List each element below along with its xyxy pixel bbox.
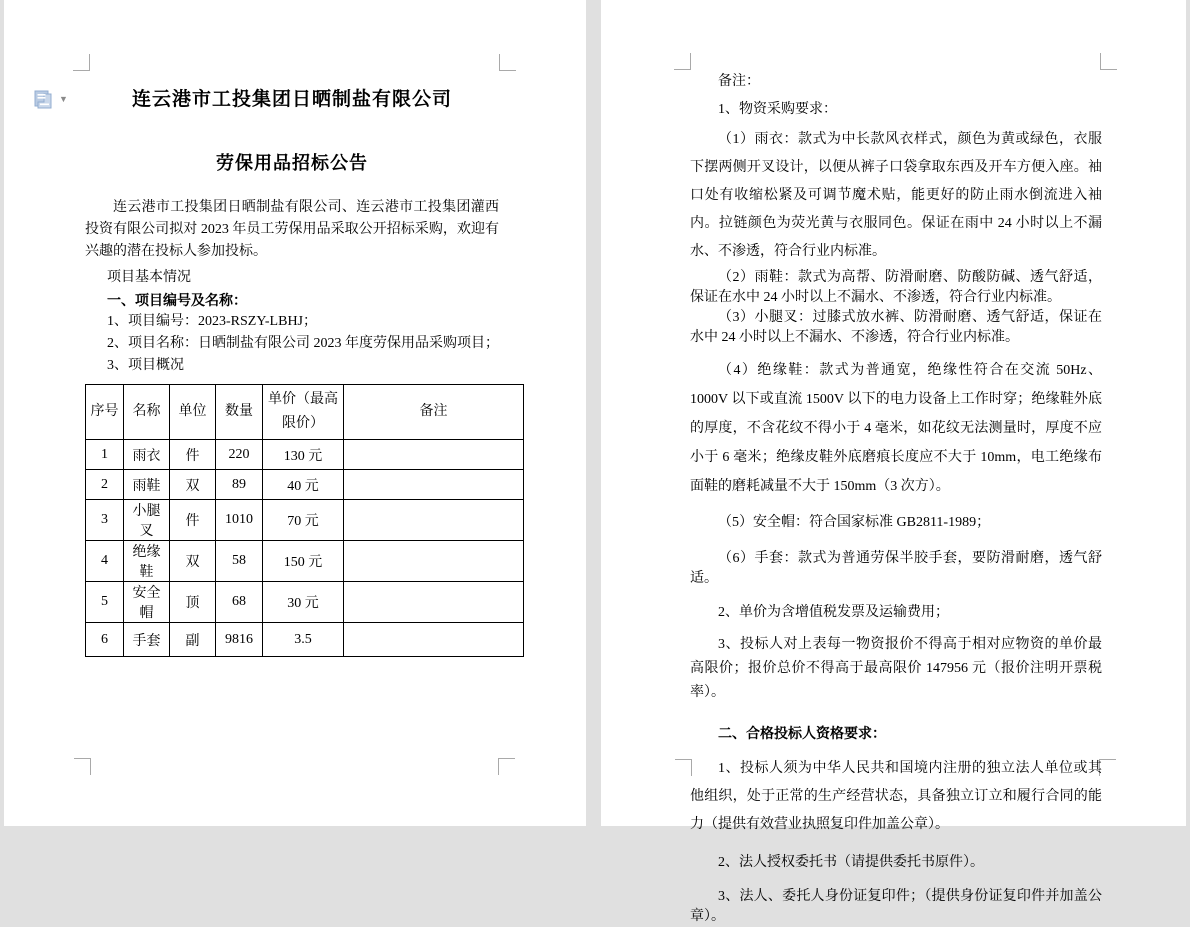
qualification-heading: 二、合格投标人资格要求： bbox=[718, 725, 886, 741]
cell-name: 手套 bbox=[124, 623, 170, 657]
table-header-row bbox=[86, 385, 524, 440]
para-power-of-attorney: 2、法人授权委托书（请提供委托书原件）。 bbox=[718, 855, 984, 870]
cell-price: 70 元 bbox=[263, 500, 344, 541]
para-safety-helmet: （5）安全帽：符合国家标准 GB2811-1989； bbox=[718, 515, 991, 530]
cell-quantity: 68 bbox=[216, 582, 263, 623]
cell-remark bbox=[344, 470, 524, 500]
para-bidder-qualification: 1、投标人须为中华人民共和国境内注册的独立法人单位或其他组织，处于正常的生产经营状态，具备独立订立和履行合同的能力（提供有效营业执照复印件加盖公章）。 bbox=[690, 761, 1102, 832]
cell-quantity: 1010 bbox=[216, 500, 263, 541]
page-2 bbox=[601, 0, 1186, 924]
table-row bbox=[86, 623, 524, 657]
cell-unit: 双 bbox=[170, 470, 216, 500]
items-table bbox=[85, 384, 524, 657]
para-gloves: （6）手套：款式为普通劳保半胶手套，要防滑耐磨，透气舒适。 bbox=[690, 551, 1102, 586]
table-row bbox=[86, 470, 524, 500]
paste-options-widget[interactable] bbox=[34, 90, 68, 109]
para-price-limit-note: 3、投标人对上表每一物资报价不得高于相对应物资的单价最高限价；报价总价不得高于最高限价 147956 元（报价注明开票税率）。 bbox=[690, 637, 1102, 700]
cell-name: 雨鞋 bbox=[124, 470, 170, 500]
paste-options-icon[interactable] bbox=[34, 90, 53, 109]
para-waders: （3）小腿叉：过膝式放水裤、防滑耐磨、透气舒适，保证在水中 24 小时以上不漏水、不渗透，符合行业内标准。 bbox=[690, 310, 1102, 345]
cell-remark bbox=[344, 582, 524, 623]
cell-index: 4 bbox=[86, 541, 124, 582]
cell-name: 安全帽 bbox=[124, 582, 170, 623]
cell-name: 小腿叉 bbox=[124, 500, 170, 541]
cell-price: 40 元 bbox=[263, 470, 344, 500]
cell-price: 30 元 bbox=[263, 582, 344, 623]
cell-remark bbox=[344, 623, 524, 657]
table-row bbox=[86, 541, 524, 582]
list-item: 2、项目名称：日晒制盐有限公司 2023 年度劳保用品采购项目； bbox=[107, 336, 499, 351]
margin-mark-top-left-icon bbox=[73, 54, 90, 71]
cell-unit: 件 bbox=[170, 500, 216, 541]
cell-quantity: 9816 bbox=[216, 623, 263, 657]
cell-index: 1 bbox=[86, 440, 124, 470]
list-item: 1、项目编号：2023-RSZY-LBHJ； bbox=[107, 314, 318, 329]
para-raincoat: （1）雨衣：款式为中长款风衣样式，颜色为黄或绿色，衣服下摆两侧开叉设计，以便从裤子口袋拿取东西及开车方便入座。袖口处有收缩松紧及可调节魔术贴，能更好的防止雨水倒流进入袖内。拉链颜色为荧光黄与衣服同色。保证在雨中 24 小时以上不漏水、不渗透，符合行业内标准。 bbox=[690, 132, 1102, 259]
col-header-quantity: 数量 bbox=[216, 385, 263, 440]
cell-remark bbox=[344, 500, 524, 541]
cell-name: 雨衣 bbox=[124, 440, 170, 470]
page-1 bbox=[4, 0, 586, 826]
cell-quantity: 89 bbox=[216, 470, 263, 500]
document-subtitle: 劳保用品招标公告 bbox=[216, 153, 368, 173]
margin-mark-top-left-icon bbox=[674, 53, 691, 70]
cell-index: 3 bbox=[86, 500, 124, 541]
table-row bbox=[86, 440, 524, 470]
cell-unit: 副 bbox=[170, 623, 216, 657]
col-header-name: 名称 bbox=[124, 385, 170, 440]
procurement-req-heading: 1、物资采购要求： bbox=[718, 102, 837, 117]
cell-unit: 顶 bbox=[170, 582, 216, 623]
cell-unit: 件 bbox=[170, 440, 216, 470]
col-header-price: 单价（最高限价） bbox=[263, 385, 344, 440]
para-rainboots: （2）雨鞋：款式为高帮、防滑耐磨、防酸防碱、透气舒适，保证在水中 24 小时以上不漏水、不渗透，符合行业内标准。 bbox=[690, 270, 1102, 305]
para-unit-price-note: 2、单价为含增值税发票及运输费用； bbox=[718, 605, 949, 620]
section-heading: 项目基本情况 bbox=[107, 270, 191, 285]
col-header-index: 序号 bbox=[86, 385, 124, 440]
cell-unit: 双 bbox=[170, 541, 216, 582]
cell-remark bbox=[344, 541, 524, 582]
page-1-content bbox=[85, 84, 499, 657]
margin-mark-top-right-icon bbox=[499, 54, 516, 71]
page-2-content bbox=[690, 68, 1102, 927]
cell-index: 5 bbox=[86, 582, 124, 623]
para-id-copies: 3、法人、委托人身份证复印件；（提供身份证复印件并加盖公章）。 bbox=[690, 889, 1102, 924]
margin-mark-bottom-left-icon bbox=[74, 758, 91, 775]
subsection-heading: 一、项目编号及名称： bbox=[107, 292, 247, 308]
margin-mark-top-right-icon bbox=[1100, 53, 1117, 70]
table-row bbox=[86, 500, 524, 541]
table-row bbox=[86, 582, 524, 623]
col-header-remark: 备注 bbox=[344, 385, 524, 440]
cell-remark bbox=[344, 440, 524, 470]
cell-quantity: 58 bbox=[216, 541, 263, 582]
dropdown-arrow-icon[interactable]: ▼ bbox=[59, 94, 68, 104]
margin-mark-bottom-right-icon bbox=[498, 758, 515, 775]
cell-quantity: 220 bbox=[216, 440, 263, 470]
col-header-unit: 单位 bbox=[170, 385, 216, 440]
document-title: 连云港市工投集团日晒制盐有限公司 bbox=[131, 89, 452, 110]
para-insulated-shoes: （4）绝缘鞋：款式为普通宽，绝缘性符合在交流 50Hz、1000V 以下或直流 1500V 以下的电力设备上工作时穿；绝缘鞋外底的厚度，不含花纹不得小于 4 毫米，如花纹无法测量时，厚度不应小于 6 毫米；绝缘皮鞋外底磨痕长度应不大于 10mm，电工绝缘布面鞋的磨耗减量不大于 150mm（3 次方）。 bbox=[690, 363, 1102, 494]
cell-name: 绝缘鞋 bbox=[124, 541, 170, 582]
cell-index: 2 bbox=[86, 470, 124, 500]
notes-heading: 备注： bbox=[718, 74, 760, 89]
list-item: 3、项目概况 bbox=[107, 358, 184, 373]
intro-paragraph: 连云港市工投集团日晒制盐有限公司、连云港市工投集团灌西投资有限公司拟对 2023 年员工劳保用品采取公开招标采购，欢迎有兴趣的潜在投标人参加投标。 bbox=[85, 200, 499, 259]
cell-price: 150 元 bbox=[263, 541, 344, 582]
cell-price: 130 元 bbox=[263, 440, 344, 470]
cell-price: 3.5 bbox=[263, 623, 344, 657]
cell-index: 6 bbox=[86, 623, 124, 657]
